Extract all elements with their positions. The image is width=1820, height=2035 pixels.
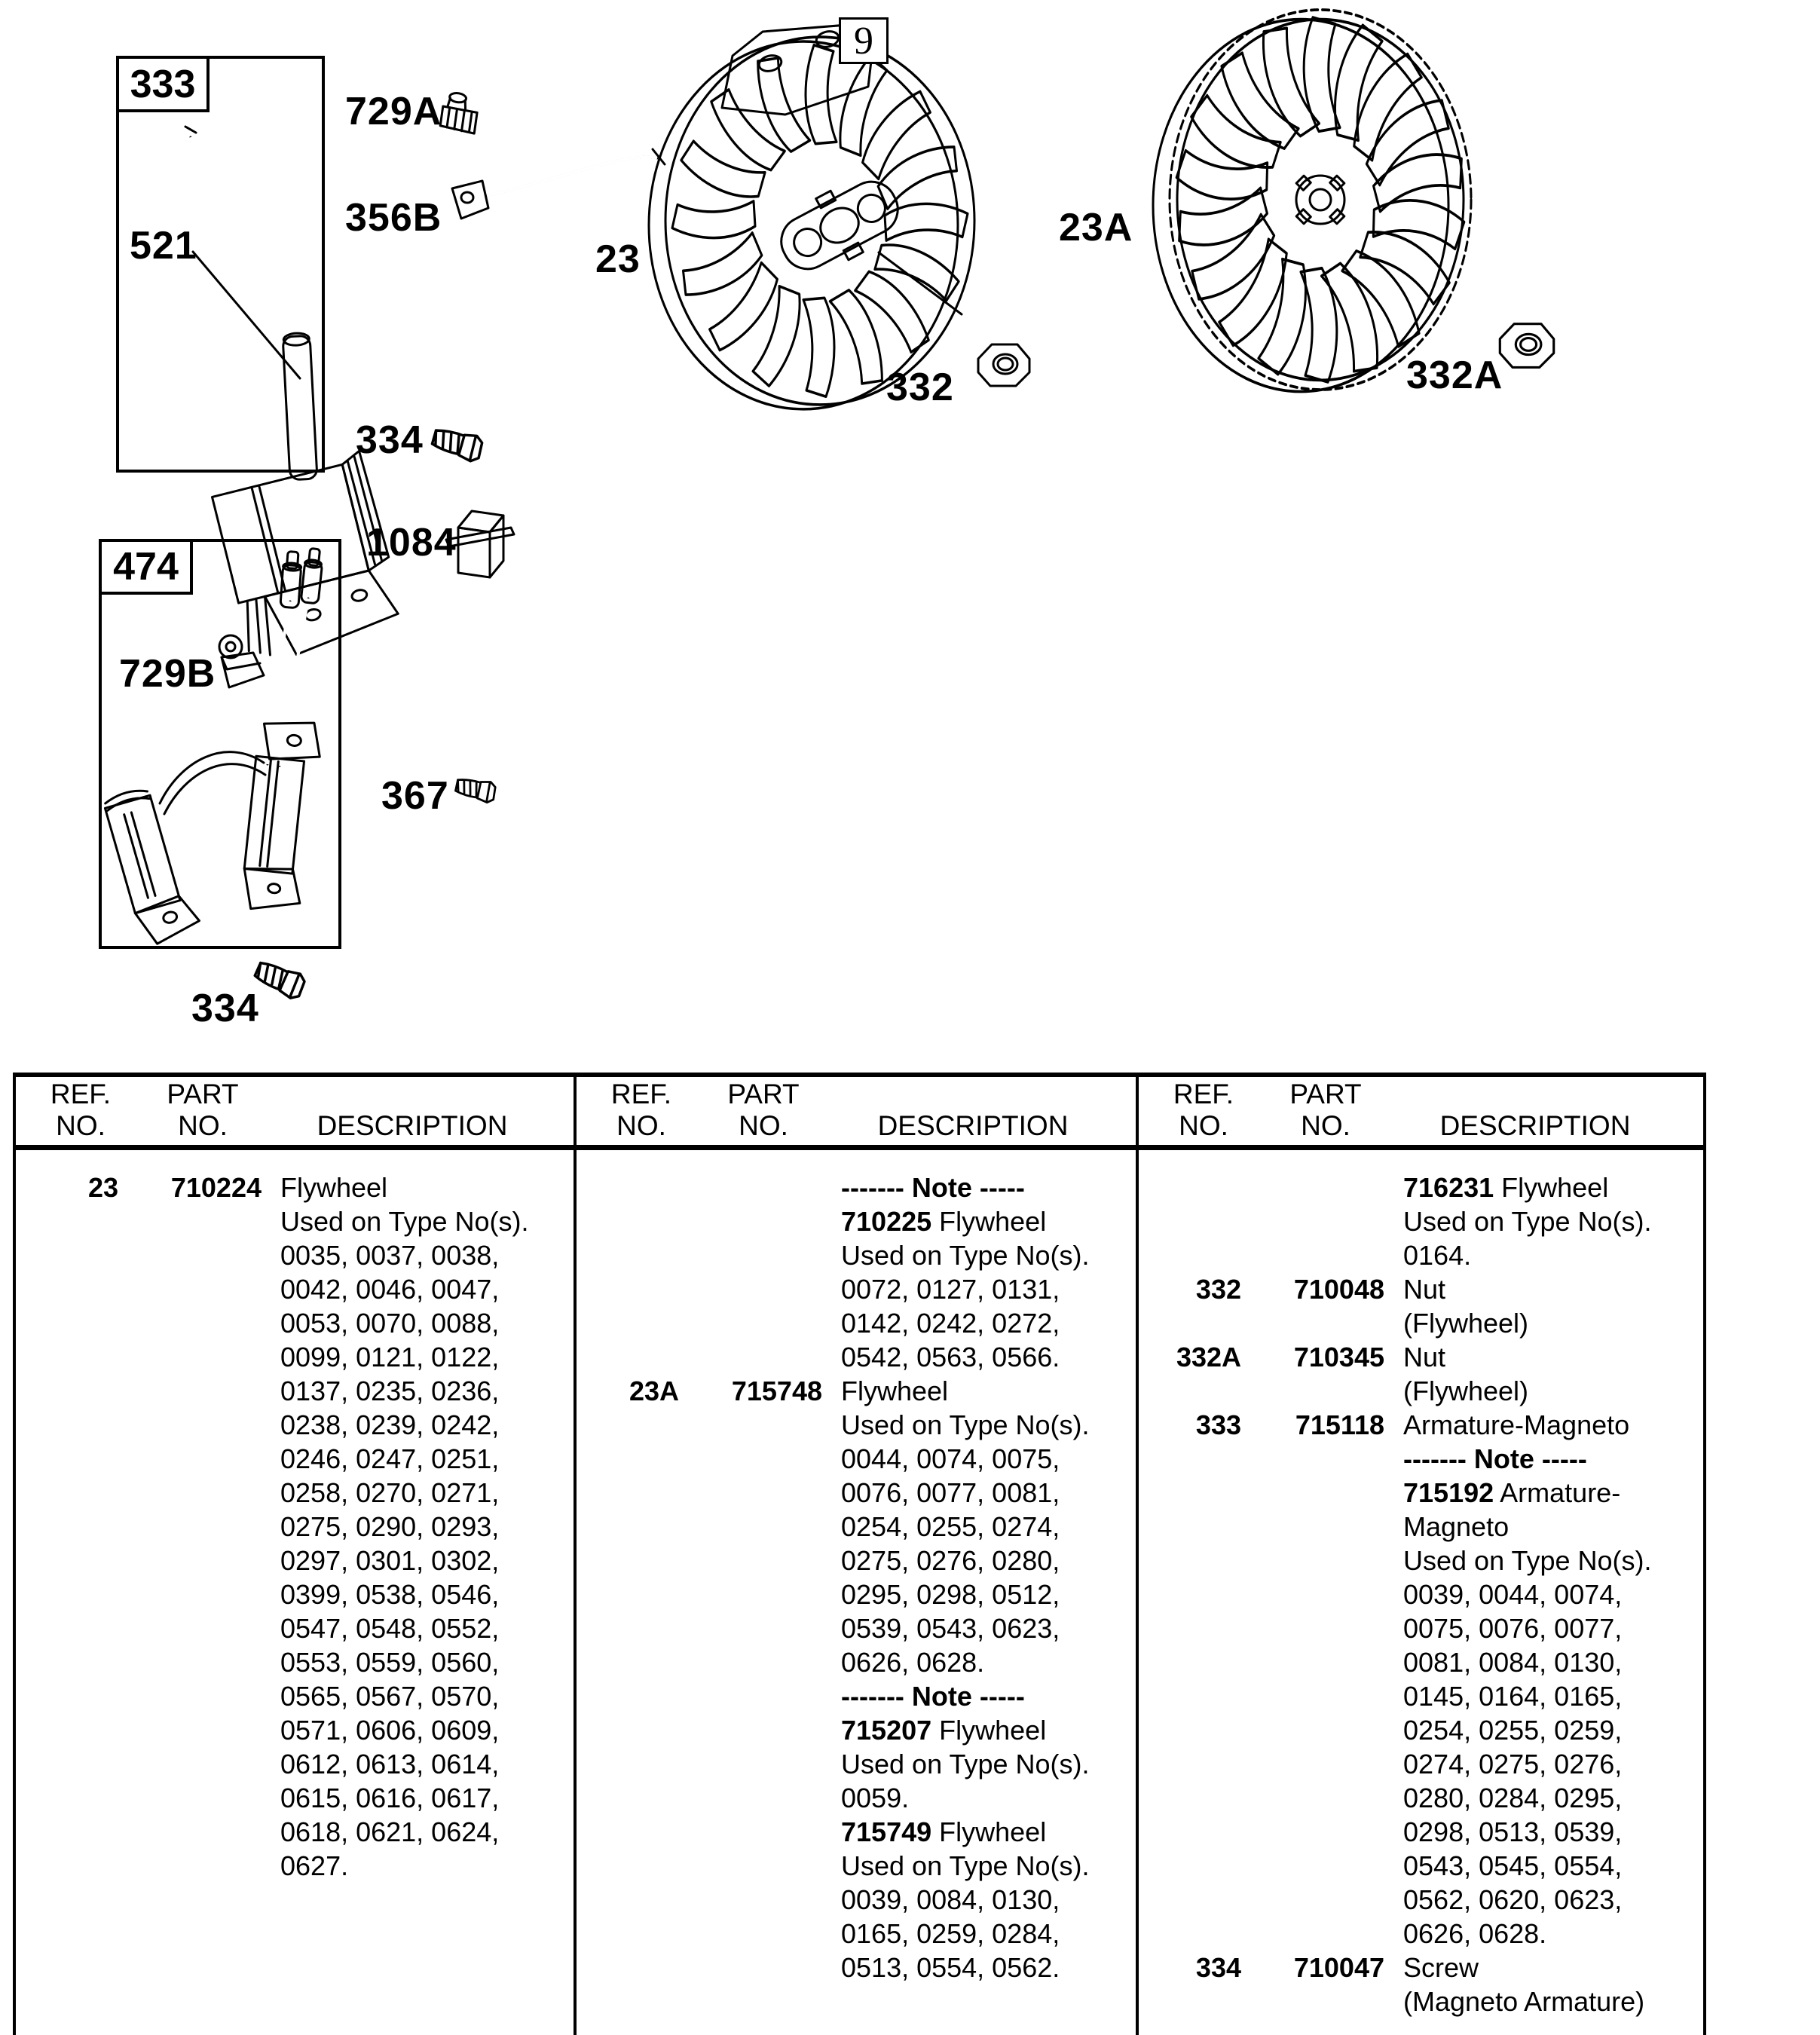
header-part-no: NO. bbox=[1301, 1110, 1350, 1141]
table-row: 0035, 0037, 0038, bbox=[280, 1240, 500, 1271]
ground-wire-356B-drawing bbox=[452, 149, 665, 219]
table-row: 0039, 0044, 0074, bbox=[1403, 1579, 1623, 1610]
table-row: 0137, 0235, 0236, bbox=[280, 1376, 500, 1406]
part-label-356B: 356B bbox=[345, 196, 442, 240]
table-row: 0297, 0301, 0302, bbox=[280, 1545, 500, 1576]
table-row: (Magneto Armature) bbox=[1403, 1986, 1645, 2017]
table-row: 0571, 0606, 0609, bbox=[280, 1715, 500, 1746]
table-row: 710225 Flywheel bbox=[841, 1206, 1047, 1237]
table-row: 0238, 0239, 0242, bbox=[280, 1409, 500, 1440]
header-ref-no: NO. bbox=[1179, 1110, 1228, 1141]
table-row: Magneto bbox=[1403, 1511, 1510, 1542]
table-header-border bbox=[13, 1145, 1706, 1150]
part-label-333-box bbox=[116, 56, 210, 112]
table-row: 0274, 0275, 0276, bbox=[1403, 1749, 1623, 1779]
table-row: 332 710048 Nut bbox=[1195, 1274, 1446, 1305]
table-row: Used on Type No(s). bbox=[841, 1240, 1090, 1271]
header-ref: REF. bbox=[50, 1079, 112, 1109]
table-row: 0081, 0084, 0130, bbox=[1403, 1647, 1623, 1678]
table-row: 0543, 0545, 0554, bbox=[1403, 1850, 1623, 1881]
part-label-729A: 729A bbox=[345, 90, 442, 133]
header-description: DESCRIPTION bbox=[1439, 1110, 1631, 1141]
table-row: 0612, 0613, 0614, bbox=[280, 1749, 500, 1779]
part-label-729B: 729B bbox=[119, 652, 216, 696]
table-row: 0547, 0548, 0552, bbox=[280, 1613, 500, 1644]
table-row: 0626, 0628. bbox=[1403, 1918, 1547, 1949]
part-label-1084: 1084 bbox=[366, 521, 457, 565]
table-row: 0246, 0247, 0251, bbox=[280, 1443, 500, 1474]
figure-callout-9 bbox=[839, 17, 889, 64]
table-row: 0295, 0298, 0512, bbox=[841, 1579, 1060, 1610]
table-row: 715207 Flywheel bbox=[841, 1715, 1047, 1746]
nut-332A-drawing bbox=[1500, 324, 1553, 368]
table-top-border bbox=[13, 1073, 1706, 1077]
table-row: 0615, 0616, 0617, bbox=[280, 1783, 500, 1813]
flywheel-23-drawing bbox=[649, 23, 974, 409]
table-row: 0627. bbox=[280, 1850, 349, 1881]
table-row: 0280, 0284, 0295, bbox=[1403, 1783, 1623, 1813]
table-row: 334 710047 Screw bbox=[1195, 1952, 1479, 1983]
table-row: Used on Type No(s). bbox=[1403, 1206, 1652, 1237]
table-row: 0565, 0567, 0570, bbox=[280, 1681, 500, 1712]
table-right-border bbox=[1703, 1073, 1706, 2035]
table-row: 332A 710345 Nut bbox=[1176, 1342, 1446, 1372]
table-row: 0539, 0543, 0623, bbox=[841, 1613, 1060, 1644]
part-label-332A: 332A bbox=[1406, 353, 1503, 397]
part-label-23: 23 bbox=[595, 237, 641, 281]
table-row: 0254, 0255, 0259, bbox=[1403, 1715, 1623, 1746]
table-row: 0044, 0074, 0075, bbox=[841, 1443, 1060, 1474]
flywheel-23A-drawing bbox=[1153, 10, 1471, 392]
table-row: 0039, 0084, 0130, bbox=[841, 1884, 1060, 1915]
table-row: 23A 715748 Flywheel bbox=[629, 1376, 949, 1406]
table-row: 0513, 0554, 0562. bbox=[841, 1952, 1060, 1983]
group-box-474 bbox=[99, 539, 341, 949]
part-label-334-bottom: 334 bbox=[191, 987, 259, 1030]
figure-callout-9-text: 9 bbox=[854, 19, 873, 63]
table-row: 0562, 0620, 0623, bbox=[1403, 1884, 1623, 1915]
table-row: Used on Type No(s). bbox=[841, 1409, 1090, 1440]
table-row: 0399, 0538, 0546, bbox=[280, 1579, 500, 1610]
table-row: Used on Type No(s). bbox=[841, 1850, 1090, 1881]
table-row: 0275, 0290, 0293, bbox=[280, 1511, 500, 1542]
part-label-333: 333 bbox=[130, 62, 196, 106]
table-row: ------- Note ----- bbox=[1403, 1443, 1587, 1474]
table-row: Used on Type No(s). bbox=[1403, 1545, 1652, 1576]
table-row: 0059. bbox=[841, 1783, 910, 1813]
header-description: DESCRIPTION bbox=[877, 1110, 1069, 1141]
screw-334-top-drawing bbox=[430, 424, 484, 463]
table-row: 0145, 0164, 0165, bbox=[1403, 1681, 1623, 1712]
header-description: DESCRIPTION bbox=[317, 1110, 508, 1141]
header-part: PART bbox=[1289, 1079, 1362, 1109]
table-row: 0165, 0259, 0284, bbox=[841, 1918, 1060, 1949]
table-row: 0099, 0121, 0122, bbox=[280, 1342, 500, 1372]
header-ref: REF. bbox=[1173, 1079, 1234, 1109]
table-row: 0042, 0046, 0047, bbox=[280, 1274, 500, 1305]
table-row: 0164. bbox=[1403, 1240, 1472, 1271]
header-ref: REF. bbox=[610, 1079, 672, 1109]
table-row: 0075, 0076, 0077, bbox=[1403, 1613, 1623, 1644]
part-label-332: 332 bbox=[886, 366, 954, 409]
screw-334-bottom-drawing bbox=[252, 957, 307, 1001]
table-row: Used on Type No(s). bbox=[280, 1206, 529, 1237]
table-row: ------- Note ----- bbox=[841, 1172, 1025, 1203]
table-row: 0618, 0621, 0624, bbox=[280, 1816, 500, 1847]
table-row: 0626, 0628. bbox=[841, 1647, 985, 1678]
table-row: 715192 Armature- bbox=[1403, 1477, 1621, 1508]
table-row: Used on Type No(s). bbox=[841, 1749, 1090, 1779]
part-label-23A: 23A bbox=[1059, 206, 1133, 249]
table-column-2 bbox=[574, 1171, 1133, 1985]
nut-332-drawing bbox=[978, 344, 1029, 386]
table-row: 333 715118 Armature-Magneto bbox=[1195, 1409, 1630, 1440]
table-row: 715749 Flywheel bbox=[841, 1816, 1047, 1847]
table-row: 0275, 0276, 0280, bbox=[841, 1545, 1060, 1576]
table-row: 0258, 0270, 0271, bbox=[280, 1477, 500, 1508]
table-row: 0254, 0255, 0274, bbox=[841, 1511, 1060, 1542]
header-ref-no: NO. bbox=[56, 1110, 106, 1141]
table-row: 0553, 0559, 0560, bbox=[280, 1647, 500, 1678]
table-row: (Flywheel) bbox=[1403, 1376, 1529, 1406]
part-label-334-top: 334 bbox=[356, 418, 424, 462]
part-label-367: 367 bbox=[381, 774, 449, 818]
table-row: 0142, 0242, 0272, bbox=[841, 1308, 1060, 1339]
table-row: ------- Note ----- bbox=[841, 1681, 1025, 1712]
header-part: PART bbox=[167, 1079, 239, 1109]
table-row: 0053, 0070, 0088, bbox=[280, 1308, 500, 1339]
header-part: PART bbox=[727, 1079, 800, 1109]
table-row: 23 710224 Flywheel bbox=[87, 1172, 388, 1203]
table-row: 0076, 0077, 0081, bbox=[841, 1477, 1060, 1508]
screw-367-drawing bbox=[454, 776, 497, 804]
table-column-1 bbox=[13, 1171, 570, 1883]
header-ref-no: NO. bbox=[616, 1110, 666, 1141]
header-part-no: NO. bbox=[739, 1110, 788, 1141]
table-column-3 bbox=[1136, 1171, 1700, 2018]
part-label-474: 474 bbox=[113, 545, 179, 589]
table-row: (Flywheel) bbox=[1403, 1308, 1529, 1339]
part-label-474-box bbox=[99, 539, 193, 595]
part-label-521: 521 bbox=[130, 224, 197, 268]
table-row: 0072, 0127, 0131, bbox=[841, 1274, 1060, 1305]
table-row: 0542, 0563, 0566. bbox=[841, 1342, 1060, 1372]
table-row: 0298, 0513, 0539, bbox=[1403, 1816, 1623, 1847]
table-row: 716231 Flywheel bbox=[1403, 1172, 1609, 1203]
header-part-no: NO. bbox=[178, 1110, 228, 1141]
terminal-729A-drawing bbox=[440, 91, 480, 133]
